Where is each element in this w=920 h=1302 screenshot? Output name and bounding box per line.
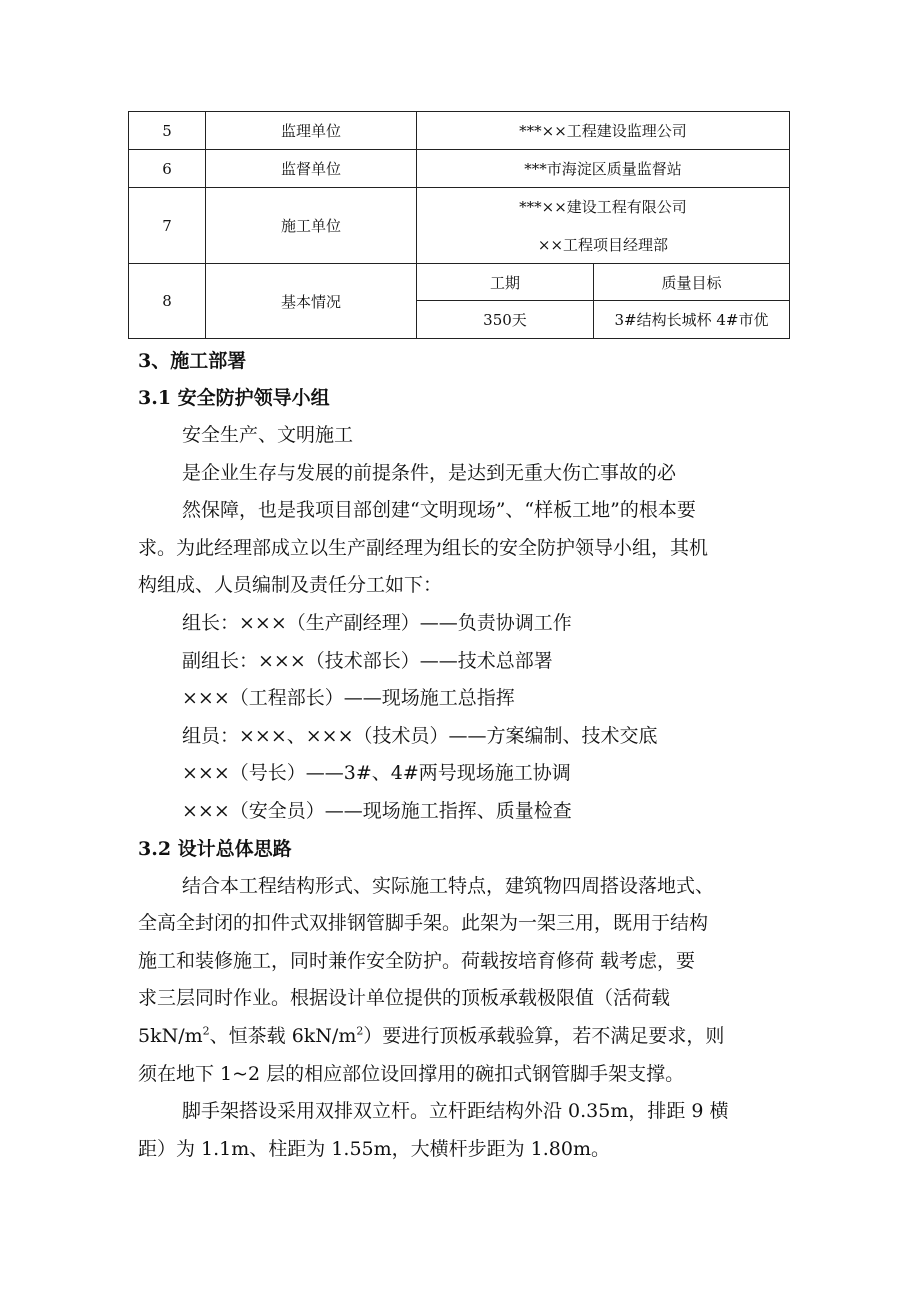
load-text-c: ）要进行顶板承载验算，若不满足要求，则 (363, 1024, 725, 1047)
sub-header-quality: 质量目标 (594, 264, 790, 301)
member-line: 副组长：×××（技术部长）——技术总部署 (182, 649, 553, 672)
member-line: ×××（工程部长）——现场施工总指挥 (182, 687, 515, 710)
row-number: 8 (129, 264, 206, 339)
paragraph-line: 结合本工程结构形式、实际施工特点，建筑物四周搭设落地式、 (182, 874, 715, 897)
table-row (129, 150, 790, 188)
paragraph-line: 脚手架搭设采用双排双立杆。立杆距结构外沿 0.35m，排距 9 横 (182, 1100, 729, 1123)
paragraph-line: 须在地下 1~2 层的相应部位设回撑用的碗扣式钢管脚手架支撑。 (138, 1062, 685, 1085)
subsection-heading-3-1: 3.1 安全防护领导小组 (138, 387, 330, 409)
paragraph-line: 全高全封闭的扣件式双排钢管脚手架。此架为一架三用，既用于结构 (138, 912, 709, 935)
quality-value: 3#结构长城杯 4#市优 (594, 301, 790, 339)
member-line: ×××（号长）——3#、4#两号现场施工协调 (182, 762, 571, 785)
paragraph-line: 距）为 1.1m、柱距为 1.55m，大横杆步距为 1.80m。 (138, 1137, 610, 1160)
paragraph-line: 求三层同时作业。根据设计单位提供的顶板承载极限值（活荷载 (138, 987, 671, 1010)
section-heading: 3、施工部署 (138, 350, 247, 372)
row-value: ***××工程建设监理公司 (417, 112, 790, 150)
member-line: ×××（安全员）——现场施工指挥、质量检查 (182, 799, 572, 822)
table-row (129, 188, 790, 226)
member-line: 组员：×××、×××（技术员）——方案编制、技术交底 (182, 724, 658, 747)
paragraph-line: 然保障，也是我项目部创建“文明现场”、“样板工地”的根本要 (182, 499, 696, 522)
body-text (138, 343, 788, 1168)
project-info-table (128, 111, 790, 339)
table-row (129, 112, 790, 150)
subsection-heading-3-2: 3.2 设计总体思路 (138, 837, 292, 860)
sub-header-period: 工期 (417, 264, 594, 301)
paragraph-line: 是企业生存与发展的前提条件，是达到无重大伤亡事故的必 (182, 461, 677, 484)
load-text-a: 5kN/m (138, 1024, 203, 1047)
row-value-line1: ***××建设工程有限公司 (417, 188, 790, 226)
superscript: 2 (202, 1024, 210, 1038)
row-item: 施工单位 (206, 188, 417, 264)
row-item: 基本情况 (206, 264, 417, 339)
row-number: 5 (129, 112, 206, 150)
table-row (129, 264, 790, 301)
paragraph-line: 施工和装修施工，同时兼作安全防护。荷载按培育修荷 载考虑，要 (138, 949, 696, 972)
row-item: 监理单位 (206, 112, 417, 150)
paragraph-line: 构组成、人员编制及责任分工如下： (138, 574, 443, 597)
row-value: ***市海淀区质量监督站 (417, 150, 790, 188)
paragraph-line: 求。为此经理部成立以生产副经理为组长的安全防护领导小组，其机 (138, 536, 709, 559)
load-text-b: 、恒茶载 6kN/m (209, 1024, 357, 1047)
paragraph-line: 安全生产、文明施工 (182, 424, 354, 446)
superscript: 2 (356, 1024, 364, 1038)
row-number: 6 (129, 150, 206, 188)
row-item: 监督单位 (206, 150, 417, 188)
row-value-line2: ××工程项目经理部 (417, 226, 790, 264)
row-number: 7 (129, 188, 206, 264)
period-value: 350天 (417, 301, 594, 339)
member-line: 组长：×××（生产副经理）——负责协调工作 (182, 611, 572, 634)
paragraph-line (138, 1018, 788, 1056)
